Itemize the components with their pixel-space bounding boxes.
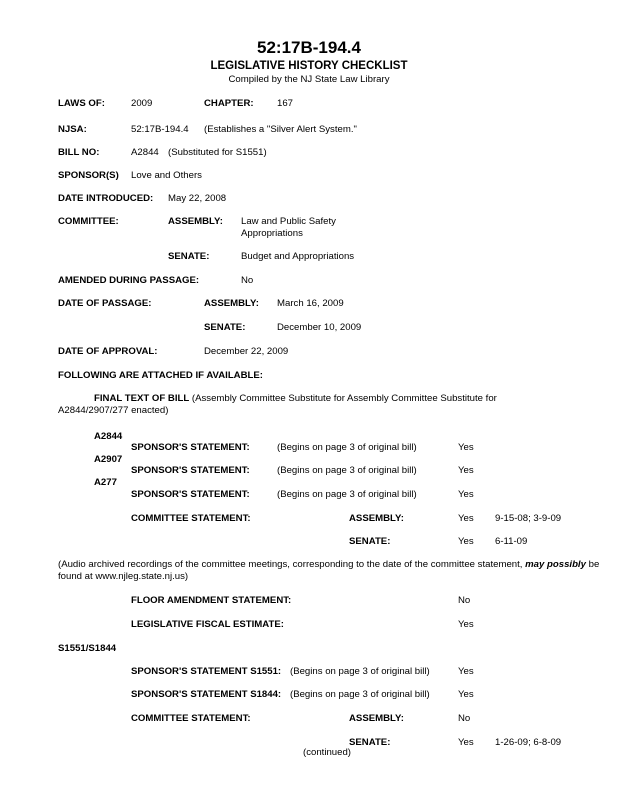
- audio-note-part1: (Audio archived recordings of the committee meetings, corresponding to the date of the committee statement,: [58, 559, 526, 570]
- committee-statement-assembly-value: Yes: [458, 513, 474, 524]
- sponsor-statement-s1844-begins: (Begins on page 3 of original bill): [290, 689, 430, 700]
- sponsor-statement-s1551-value: Yes: [458, 666, 474, 677]
- passage-senate-label: SENATE:: [204, 322, 246, 333]
- sponsor-statement-3-label: SPONSOR'S STATEMENT:: [131, 489, 250, 500]
- committee-label: COMMITTEE:: [58, 216, 119, 227]
- laws-of-value: 2009: [131, 98, 153, 109]
- committee-statement-senate-dates: 6-11-09: [495, 536, 528, 547]
- bill-a2907: A2907: [94, 454, 123, 465]
- amended-value: No: [241, 275, 254, 286]
- sponsor-statement-3-begins: (Begins on page 3 of original bill): [277, 489, 417, 500]
- date-introduced-label: DATE INTRODUCED:: [58, 193, 154, 204]
- floor-amendment-label: FLOOR AMENDMENT STATEMENT:: [131, 595, 292, 606]
- audio-note: [58, 559, 606, 583]
- sponsor-statement-1-label: SPONSOR'S STATEMENT:: [131, 442, 250, 453]
- sponsor-statement-1-begins: (Begins on page 3 of original bill): [277, 442, 417, 453]
- sponsor-statement-3-value: Yes: [458, 489, 474, 500]
- sponsor-statement-s1551-begins: (Begins on page 3 of original bill): [290, 666, 430, 677]
- committee-statement-senate-label: SENATE:: [349, 536, 391, 547]
- chapter-label: CHAPTER:: [204, 98, 254, 109]
- sponsor-statement-s1551-label: SPONSOR'S STATEMENT S1551:: [131, 666, 282, 677]
- chapter-value: 167: [277, 98, 294, 109]
- date-of-passage-label: DATE OF PASSAGE:: [58, 298, 152, 309]
- final-text-note: (Assembly Committee Substitute for Assembly Committee Substitute for A2844/2907/277 enacted): [58, 393, 497, 416]
- page-title: 52:17B-194.4: [257, 38, 361, 57]
- bill-no-label: BILL NO:: [58, 147, 100, 158]
- s-committee-statement-label: COMMITTEE STATEMENT:: [131, 713, 251, 724]
- sponsor-statement-2-value: Yes: [458, 465, 474, 476]
- sponsor-statement-s1844-label: SPONSOR'S STATEMENT S1844:: [131, 689, 282, 700]
- sponsors-value: Love and Others: [131, 170, 202, 181]
- audio-note-emphasis: may possibly: [525, 559, 586, 570]
- njsa-value: 52:17B-194.4: [131, 124, 189, 135]
- s-committee-assembly-label: ASSEMBLY:: [349, 713, 404, 724]
- audio-note-part2: be found at www.njleg.state.nj.us): [58, 559, 600, 582]
- committee-statement-assembly-label: ASSEMBLY:: [349, 513, 404, 524]
- sponsor-statement-2-label: SPONSOR'S STATEMENT:: [131, 465, 250, 476]
- bill-no-note: (Substituted for S1551): [168, 147, 267, 158]
- date-of-approval-label: DATE OF APPROVAL:: [58, 346, 158, 357]
- bill-a277: A277: [94, 477, 117, 488]
- attached-heading: FOLLOWING ARE ATTACHED IF AVAILABLE:: [58, 370, 263, 381]
- compiled-by: Compiled by the NJ State Law Library: [228, 74, 390, 85]
- page-subtitle: LEGISLATIVE HISTORY CHECKLIST: [210, 60, 408, 72]
- committee-statement-assembly-dates: 9-15-08; 3-9-09: [495, 513, 562, 524]
- amended-label: AMENDED DURING PASSAGE:: [58, 275, 200, 286]
- continued-note: (continued): [303, 747, 351, 758]
- committee-senate-value: Budget and Appropriations: [241, 251, 355, 262]
- fiscal-estimate-label: LEGISLATIVE FISCAL ESTIMATE:: [131, 619, 284, 630]
- sponsors-label: SPONSOR(S): [58, 170, 119, 181]
- s-committee-senate-label: SENATE:: [349, 737, 391, 748]
- njsa-label: NJSA:: [58, 124, 87, 135]
- bill-a2844: A2844: [94, 431, 123, 442]
- s-committee-senate-value: Yes: [458, 737, 474, 748]
- bill-s1551-s1844: S1551/S1844: [58, 643, 117, 654]
- committee-assembly-value-1: Law and Public Safety: [241, 216, 336, 227]
- laws-of-label: LAWS OF:: [58, 98, 105, 109]
- njsa-description: (Establishes a "Silver Alert System.": [204, 124, 357, 135]
- final-text-label: FINAL TEXT OF BILL: [94, 393, 190, 404]
- date-introduced-value: May 22, 2008: [168, 193, 227, 204]
- sponsor-statement-2-begins: (Begins on page 3 of original bill): [277, 465, 417, 476]
- date-of-approval-value: December 22, 2009: [204, 346, 289, 357]
- fiscal-estimate-value: Yes: [458, 619, 474, 630]
- s-committee-assembly-value: No: [458, 713, 471, 724]
- final-text-of-bill: [58, 393, 568, 417]
- committee-assembly-value-2: Appropriations: [241, 228, 303, 239]
- committee-statement-senate-value: Yes: [458, 536, 474, 547]
- sponsor-statement-1-value: Yes: [458, 442, 474, 453]
- committee-senate-label: SENATE:: [168, 251, 210, 262]
- passage-senate-value: December 10, 2009: [277, 322, 362, 333]
- committee-assembly-label: ASSEMBLY:: [168, 216, 223, 227]
- floor-amendment-value: No: [458, 595, 471, 606]
- passage-assembly-label: ASSEMBLY:: [204, 298, 259, 309]
- sponsor-statement-s1844-value: Yes: [458, 689, 474, 700]
- committee-statement-label: COMMITTEE STATEMENT:: [131, 513, 251, 524]
- passage-assembly-value: March 16, 2009: [277, 298, 344, 309]
- s-committee-senate-dates: 1-26-09; 6-8-09: [495, 737, 562, 748]
- bill-no-value: A2844: [131, 147, 159, 158]
